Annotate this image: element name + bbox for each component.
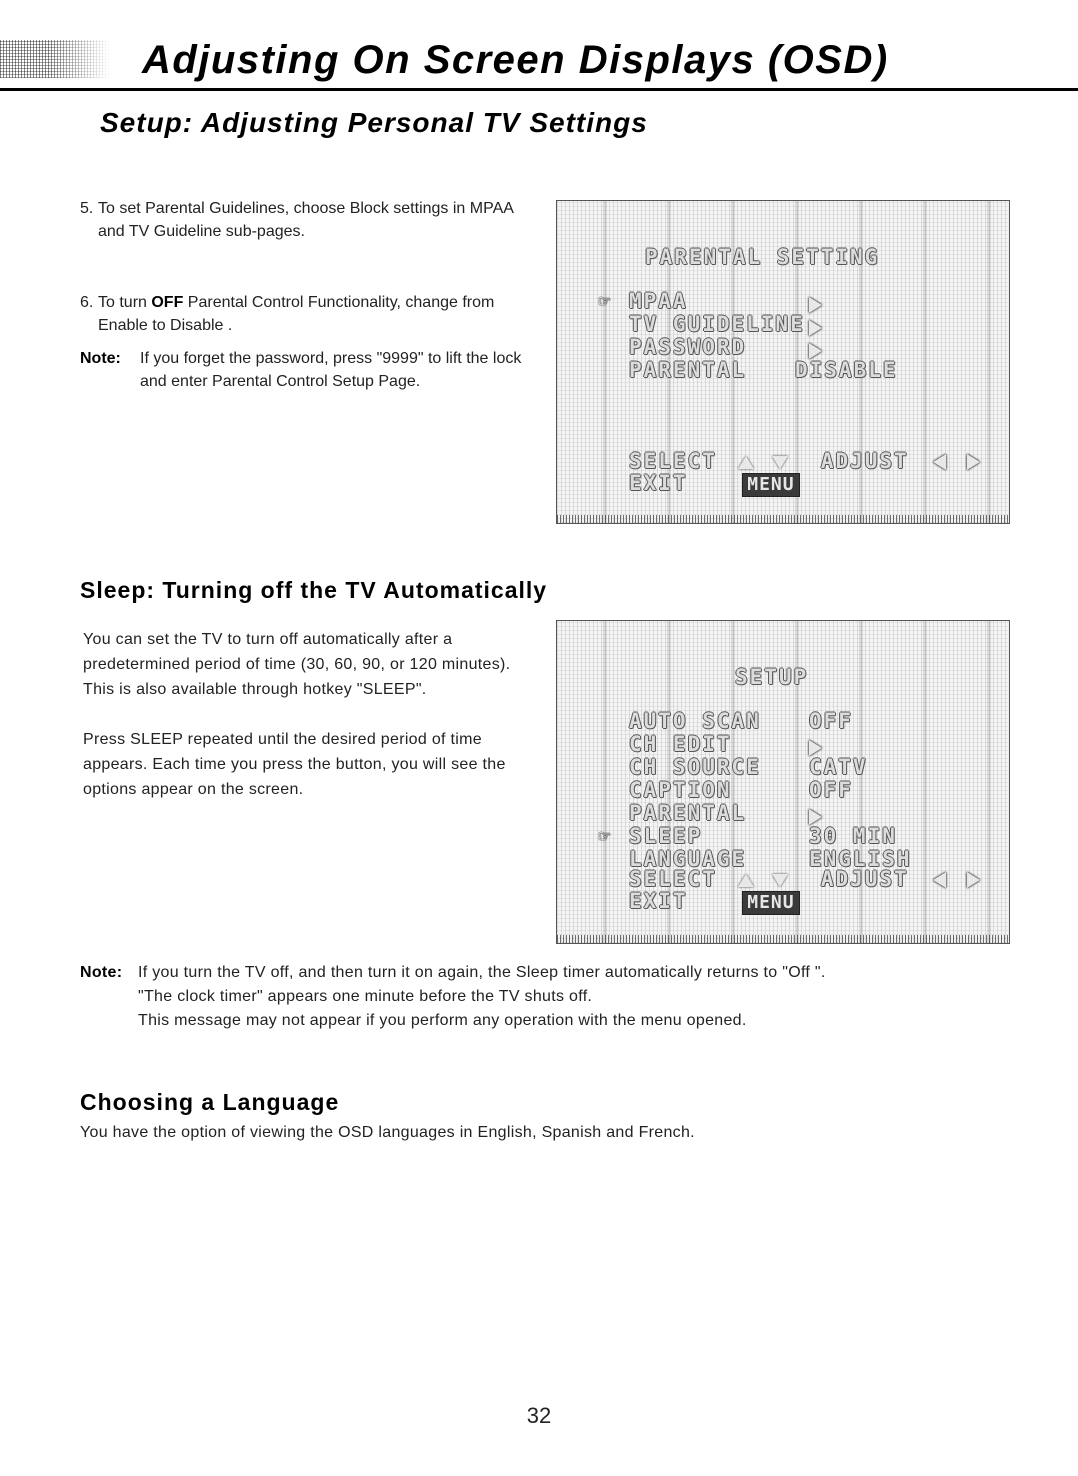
osd-row-label: PASSWORD — [629, 335, 747, 359]
language-text — [80, 1121, 1040, 1144]
osd-row-value: CATV — [809, 755, 868, 779]
left-arrow-icon — [933, 454, 946, 470]
title-rule — [0, 88, 1078, 91]
left-arrow-icon — [933, 872, 946, 888]
exit-label: EXIT — [629, 471, 688, 495]
note-line-1: If you turn the TV off, and then turn it on again, the Sleep timer automatically returns to "Off ". — [138, 964, 826, 981]
osd-row-value: OFF — [809, 778, 853, 802]
osd-exit-hint — [629, 889, 800, 915]
step-6 — [80, 291, 542, 337]
note-body — [138, 961, 826, 1033]
setup-osd — [556, 620, 1010, 944]
sleep-paragraph-1: You can set the TV to turn off automatically after a predetermined period of time (30, 60, 90, or 120 minutes). This is also available through hotkey "SLEEP". — [83, 631, 511, 698]
arrow-right-icon — [809, 315, 822, 339]
arrow-right-icon — [809, 292, 822, 316]
hand-pointer-icon: ☞ — [599, 826, 612, 847]
osd-title: SETUP — [735, 665, 809, 689]
page-number: 32 — [526, 1403, 552, 1428]
page-title: Adjusting On Screen Displays (OSD) — [142, 38, 889, 82]
sleep-note — [80, 961, 1040, 1033]
step-number: 5. — [80, 200, 94, 217]
osd-row-label: AUTO SCAN — [629, 709, 761, 733]
osd-row-label: PARENTAL — [629, 801, 747, 825]
up-arrow-icon — [738, 874, 754, 887]
right-arrow-icon — [967, 872, 980, 888]
note-label: Note: — [80, 964, 123, 981]
page-subtitle: Setup: Adjusting Personal TV Settings — [100, 107, 648, 138]
osd-row-value: 30 MIN — [809, 824, 897, 848]
note-line-2: "The clock timer" appears one minute before the TV shuts off. — [138, 988, 593, 1005]
osd-row-label: CH EDIT — [629, 732, 732, 756]
adjust-label: ADJUST — [820, 449, 909, 473]
parental-setting-osd — [556, 200, 1010, 524]
setup-instructions — [80, 197, 542, 393]
select-label: SELECT — [629, 867, 717, 891]
header-decoration — [0, 40, 110, 78]
osd-row-parental — [629, 358, 898, 382]
sleep-text — [83, 627, 531, 802]
down-arrow-icon — [772, 874, 788, 887]
sleep-note-row — [80, 961, 1040, 1033]
osd-row-value: DISABLE — [795, 358, 898, 382]
osd-row-label: SLEEP — [629, 824, 703, 848]
osd-row-label: CH SOURCE — [629, 755, 761, 779]
off-keyword: OFF — [151, 294, 184, 311]
osd-row-ch-edit — [629, 732, 732, 756]
step-text-part: Parental Control Functionality, change from Enable to Disable . — [98, 294, 495, 334]
osd-row-auto-scan — [629, 709, 853, 733]
osd-row-label: MPAA — [629, 289, 688, 313]
osd-row-label: LANGUAGE — [629, 847, 747, 871]
step-text-part: To turn — [98, 294, 152, 311]
language-paragraph: You have the option of viewing the OSD languages in English, Spanish and French. — [80, 1124, 695, 1141]
hand-pointer-icon: ☞ — [599, 291, 612, 312]
osd-row-value: OFF — [809, 709, 853, 733]
step-text: To set Parental Guidelines, choose Block settings in MPAA and TV Guideline sub-pages. — [98, 200, 514, 240]
osd-row-password — [629, 335, 746, 359]
note-line-3: This message may not appear if you perform any operation with the menu opened. — [138, 1012, 747, 1029]
osd-select-hint — [629, 449, 980, 473]
up-arrow-icon — [738, 456, 754, 469]
osd-row-mpaa — [599, 289, 688, 313]
osd-row-value: ENGLISH — [809, 847, 912, 871]
sleep-heading: Sleep: Turning off the TV Automatically — [80, 577, 548, 603]
osd-row-tv-guideline — [629, 312, 805, 336]
exit-label: EXIT — [629, 889, 688, 913]
osd-row-label: PARENTAL — [629, 358, 747, 382]
sleep-paragraph-2: Press SLEEP repeated until the desired period of time appears. Each time you press the button, you will see the options appear on the screen. — [83, 731, 506, 798]
step-text — [98, 291, 542, 337]
osd-title: PARENTAL SETTING — [645, 245, 880, 269]
osd-row-caption — [629, 778, 853, 802]
select-label: SELECT — [629, 449, 717, 473]
step-5 — [80, 197, 542, 243]
note-label: Note: — [80, 350, 121, 367]
osd-row-label: TV GUIDELINE — [629, 312, 805, 336]
osd-select-hint — [629, 867, 980, 891]
note-text: If you forget the password, press "9999" to lift the lock and enter Parental Control Setup Page. — [140, 350, 522, 390]
osd-exit-hint — [629, 471, 800, 497]
adjust-label: ADJUST — [820, 867, 909, 891]
right-arrow-icon — [967, 454, 980, 470]
menu-key: MENU — [742, 473, 799, 497]
menu-key: MENU — [742, 891, 799, 915]
osd-row-parental — [629, 801, 746, 825]
osd-row-label: CAPTION — [629, 778, 732, 802]
password-note — [80, 347, 542, 393]
down-arrow-icon — [772, 456, 788, 469]
step-number: 6. — [80, 294, 94, 311]
osd-row-sleep — [599, 824, 897, 848]
osd-row-ch-source — [629, 755, 868, 779]
language-heading: Choosing a Language — [80, 1089, 340, 1115]
